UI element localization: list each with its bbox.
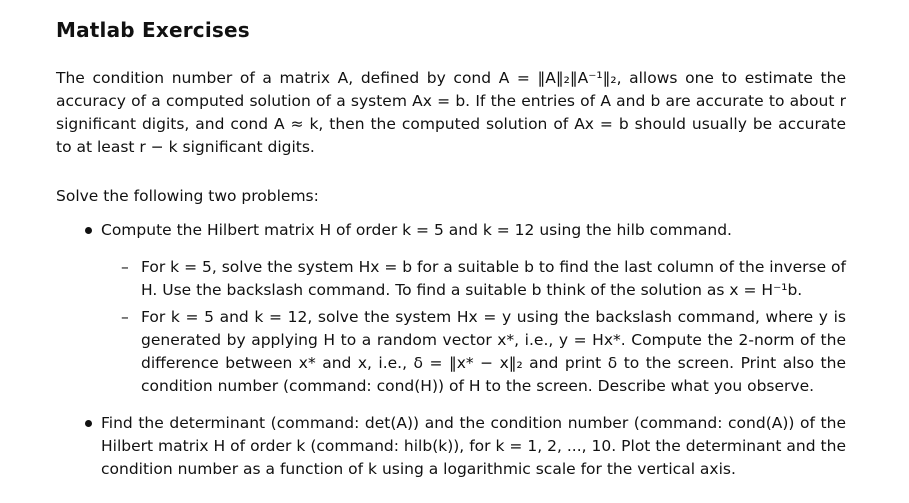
problem-item-1 (56, 219, 846, 398)
dash-icon: – (121, 308, 129, 326)
subitem-1-text: For k = 5, solve the system Hx = b for a suitable b to find the last column of the inverse of H. Use the backslash command. To find a suitable b think of the solution as x = H⁻¹b. (141, 258, 846, 299)
subitem-1 (101, 256, 846, 302)
problem-1-subitems (101, 256, 846, 398)
intro-paragraph: The condition number of a matrix A, defined by cond A = ‖A‖₂‖A⁻¹‖₂, allows one to estimate the accuracy of a computed solution of a system Ax = b. If the entries of A and b are accurate to about r significant digits, and cond A ≈ k, then the computed solution of Ax = b should usually be accurate to at least r − k significant digits. (56, 69, 846, 156)
problem-2-text: Find the determinant (command: det(A)) and the condition number (command: cond(A)) of the Hilbert matrix H of order k (command: hilb(k)), for k = 1, 2, ..., 10. Plot the determinant and the condition number as a function of k using a logarithmic scale for the vertical axis. (101, 414, 846, 478)
solve-heading: Solve the following two problems: (56, 187, 319, 205)
dash-icon: – (121, 258, 129, 276)
problem-list (56, 219, 846, 481)
bullet-icon (85, 227, 92, 234)
problem-1-text: Compute the Hilbert matrix H of order k = 5 and k = 12 using the hilb command. (101, 221, 732, 239)
subitem-2-text: For k = 5 and k = 12, solve the system Hx = y using the backslash command, where y is generated by applying H to a random vector x*, i.e., y = Hx*. Compute the 2-norm of the difference between x* and x, i.e., δ = ‖x* − x‖₂ and print δ to the screen. Print also the condition number (command: cond(H)) of H to the screen. Describe what you observe. (141, 308, 846, 395)
bullet-icon (85, 420, 92, 427)
problem-item-2 (56, 412, 846, 481)
page-title: Matlab Exercises (56, 18, 250, 42)
subitem-2 (101, 306, 846, 398)
document-page (56, 14, 846, 481)
